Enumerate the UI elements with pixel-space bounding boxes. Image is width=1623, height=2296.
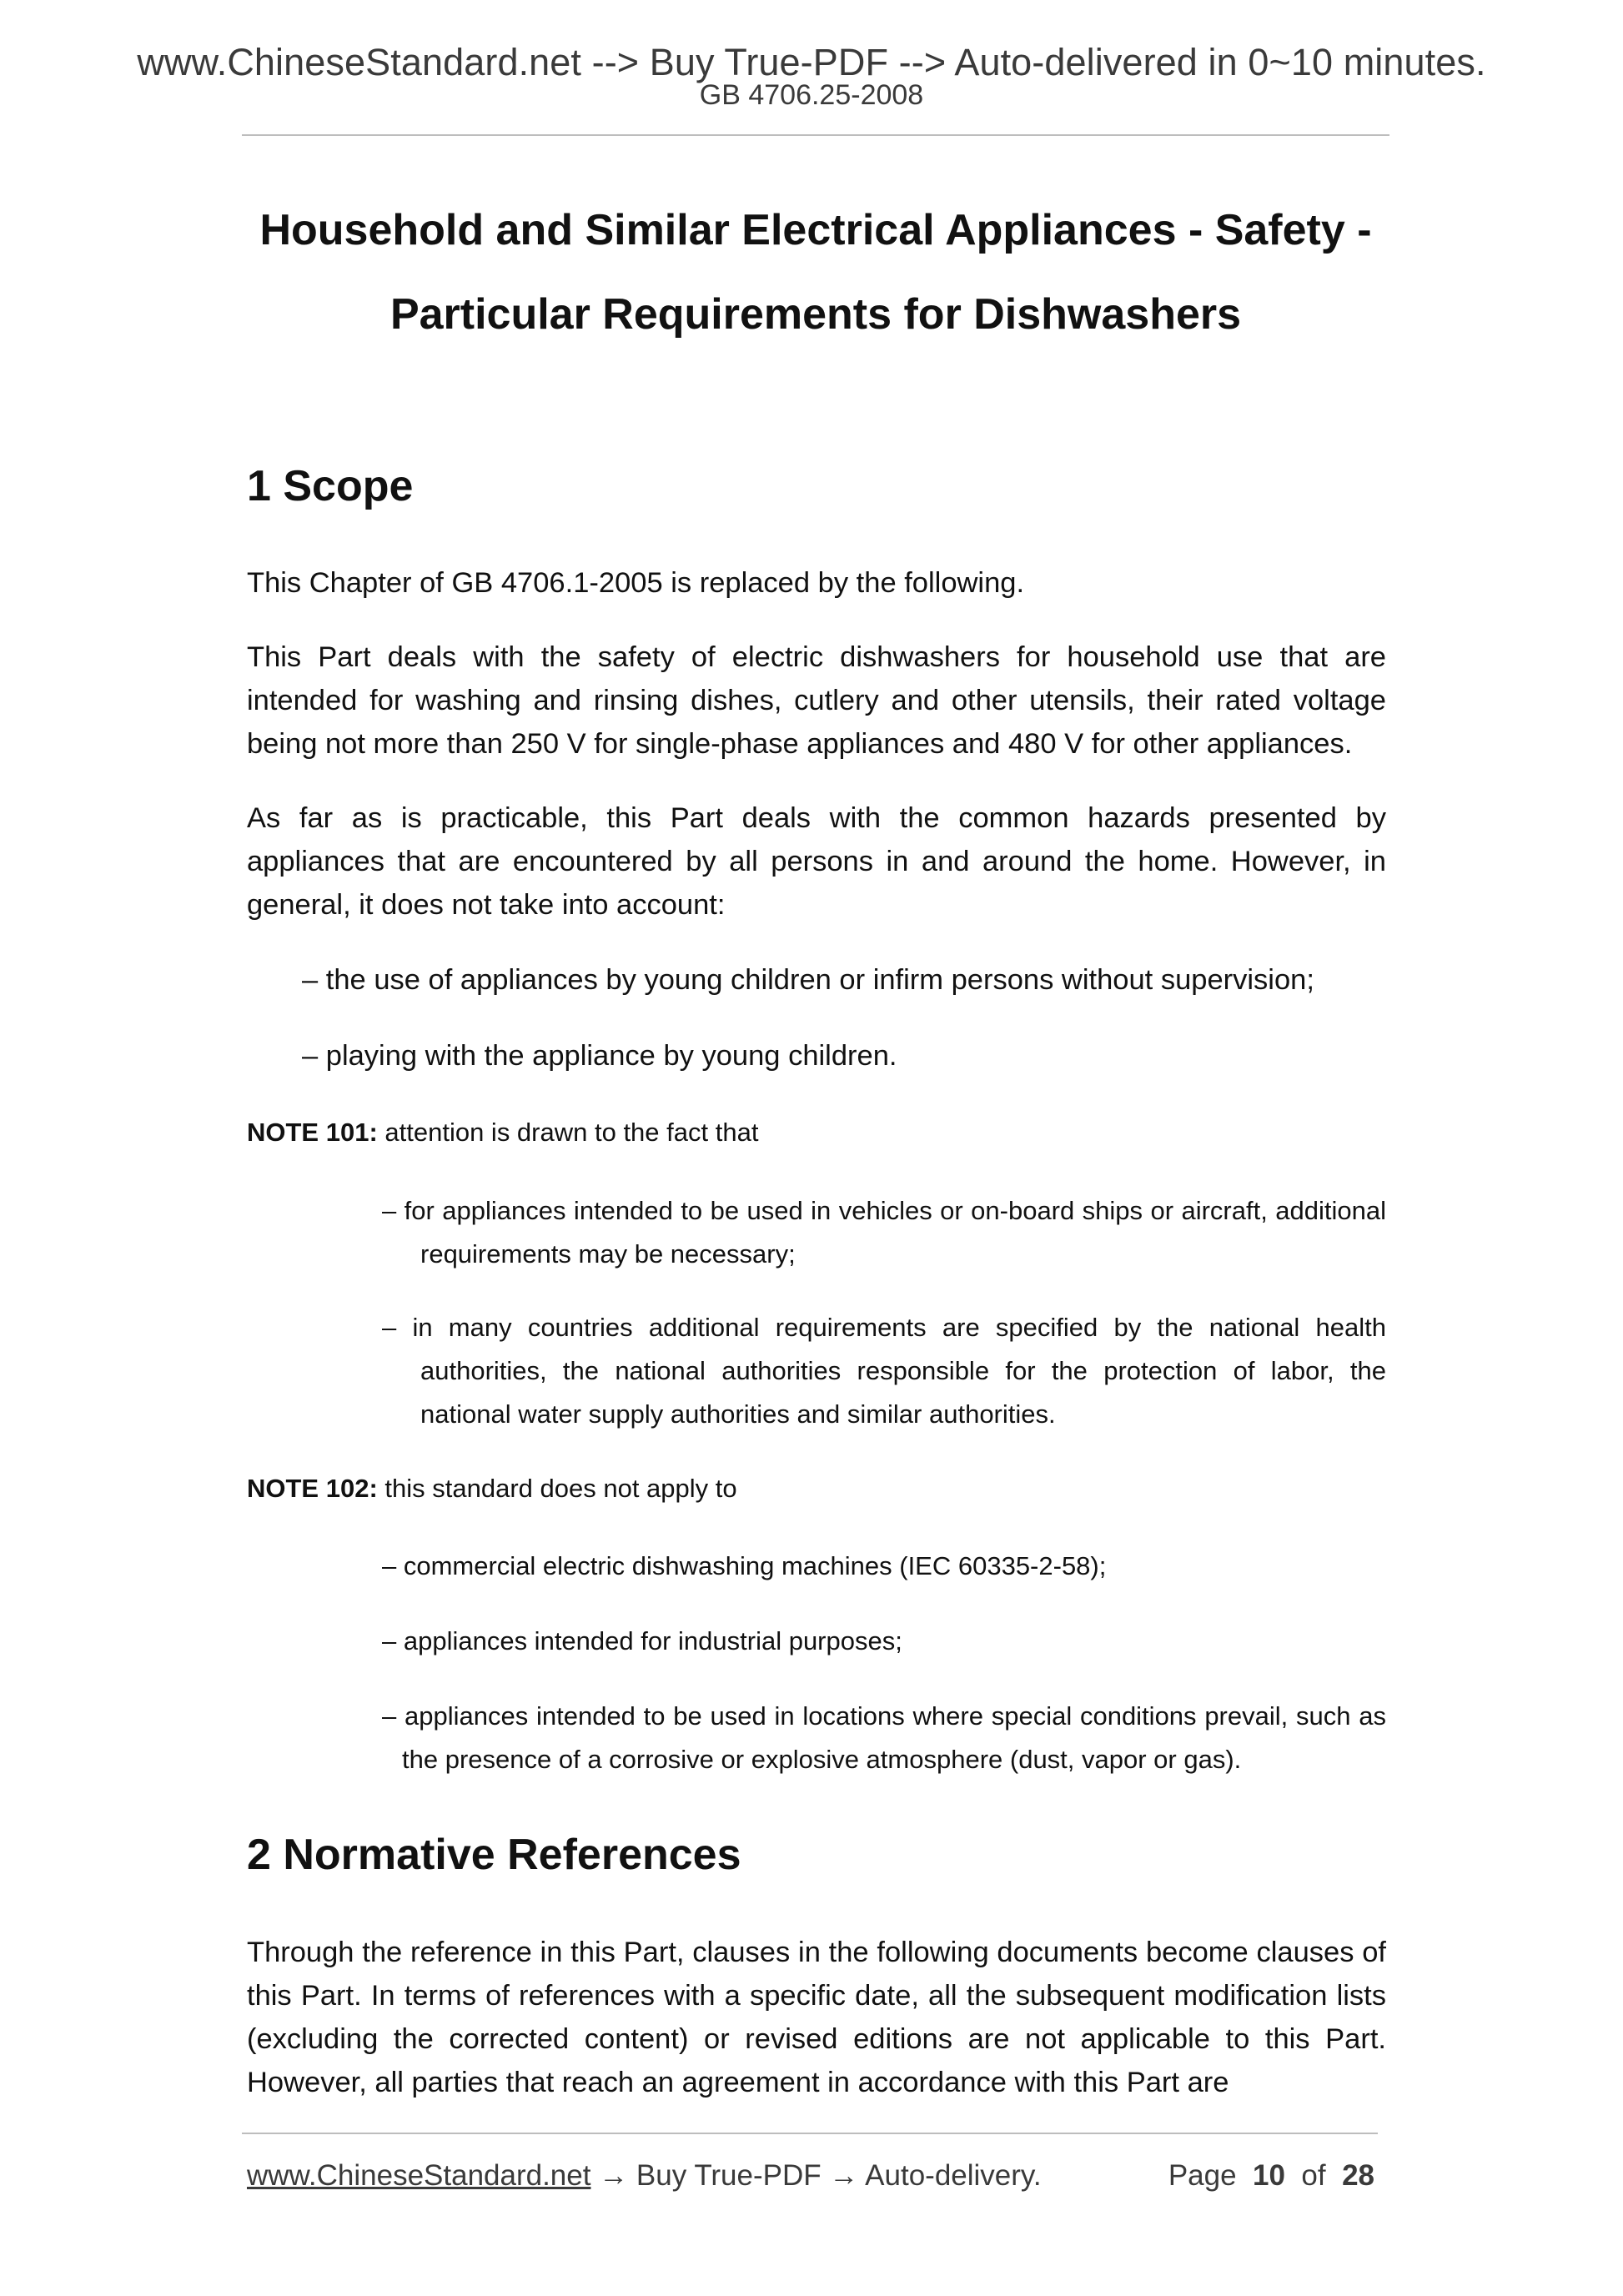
scope-paragraph-1: This Chapter of GB 4706.1-2005 is replaced by the following. xyxy=(247,567,1025,599)
scope-bullet-1: – the use of appliances by young children or infirm persons without supervision; xyxy=(302,964,1314,996)
header-banner: www.ChineseStandard.net --> Buy True-PDF --> Auto-delivered in 0~10 minutes. xyxy=(137,41,1486,83)
note-101-item-1: – for appliances intended to be used in vehicles or on-board ships or aircraft, additional requirements may be necessary; xyxy=(382,1196,1386,1269)
page-title-line-1: Household and Similar Electrical Appliances - Safety - xyxy=(259,206,1372,254)
scope-bullet-2: – playing with the appliance by young children. xyxy=(302,1040,897,1072)
section-1-heading: 1 Scope xyxy=(247,462,414,510)
note-102-label: NOTE 102: xyxy=(247,1474,378,1503)
references-paragraph-1: Through the reference in this Part, clauses in the following documents become clauses of this Part. In terms of references with a specific date, all the subsequent modification lists (excluding the corrected content) or revised editions are not applicable to this Part. However, all parties that reach an agreement in accordance with this Part are xyxy=(247,1937,1386,2098)
page-footer xyxy=(247,2161,1381,2190)
note-102 xyxy=(247,1475,737,1501)
document-id: GB 4706.25-2008 xyxy=(699,79,924,111)
scope-paragraph-3: As far as is practicable, this Part deals with the common hazards presented by appliances that are encountered by all persons in and around the home. However, in general, it does not take into account: xyxy=(247,802,1386,921)
footer-divider xyxy=(242,2133,1378,2134)
note-102-text: this standard does not apply to xyxy=(377,1474,737,1503)
note-102-item-3: – appliances intended to be used in locations where special conditions prevail, such as the presence of a corrosive or explosive atmosphere (dust, vapor or gas). xyxy=(382,1701,1386,1774)
note-101-label: NOTE 101: xyxy=(247,1118,378,1147)
of-label: of xyxy=(1301,2159,1326,2192)
page-indicator xyxy=(1168,2161,1374,2190)
note-101-item-2: – in many countries additional requirements are specified by the national health authorities, the national authorities responsible for the protection of labor, the national water supply authorities and similar authorities. xyxy=(382,1313,1386,1429)
page-title-line-2: Particular Requirements for Dishwashers xyxy=(389,290,1242,339)
footer-text: → Buy True-PDF → Auto-delivery. xyxy=(590,2159,1042,2192)
note-102-item-1: – commercial electric dishwashing machines (IEC 60335-2-58); xyxy=(382,1551,1107,1580)
page-label: Page xyxy=(1168,2159,1237,2192)
note-101 xyxy=(247,1119,758,1145)
scope-paragraph-2: This Part deals with the safety of electric dishwashers for household use that are intended for washing and rinsing dishes, cutlery and other utensils, their rated voltage being not more than 250 V for single-phase appliances and 480 V for other appliances. xyxy=(247,641,1386,760)
note-101-text: attention is drawn to the fact that xyxy=(377,1118,759,1147)
total-pages: 28 xyxy=(1342,2159,1374,2192)
note-102-item-2: – appliances intended for industrial purposes; xyxy=(382,1626,902,1655)
footer-website-link[interactable]: www.ChineseStandard.net xyxy=(247,2159,591,2192)
page-number: 10 xyxy=(1253,2159,1285,2192)
header-divider xyxy=(242,134,1389,136)
section-2-heading: 2 Normative References xyxy=(247,1831,741,1879)
